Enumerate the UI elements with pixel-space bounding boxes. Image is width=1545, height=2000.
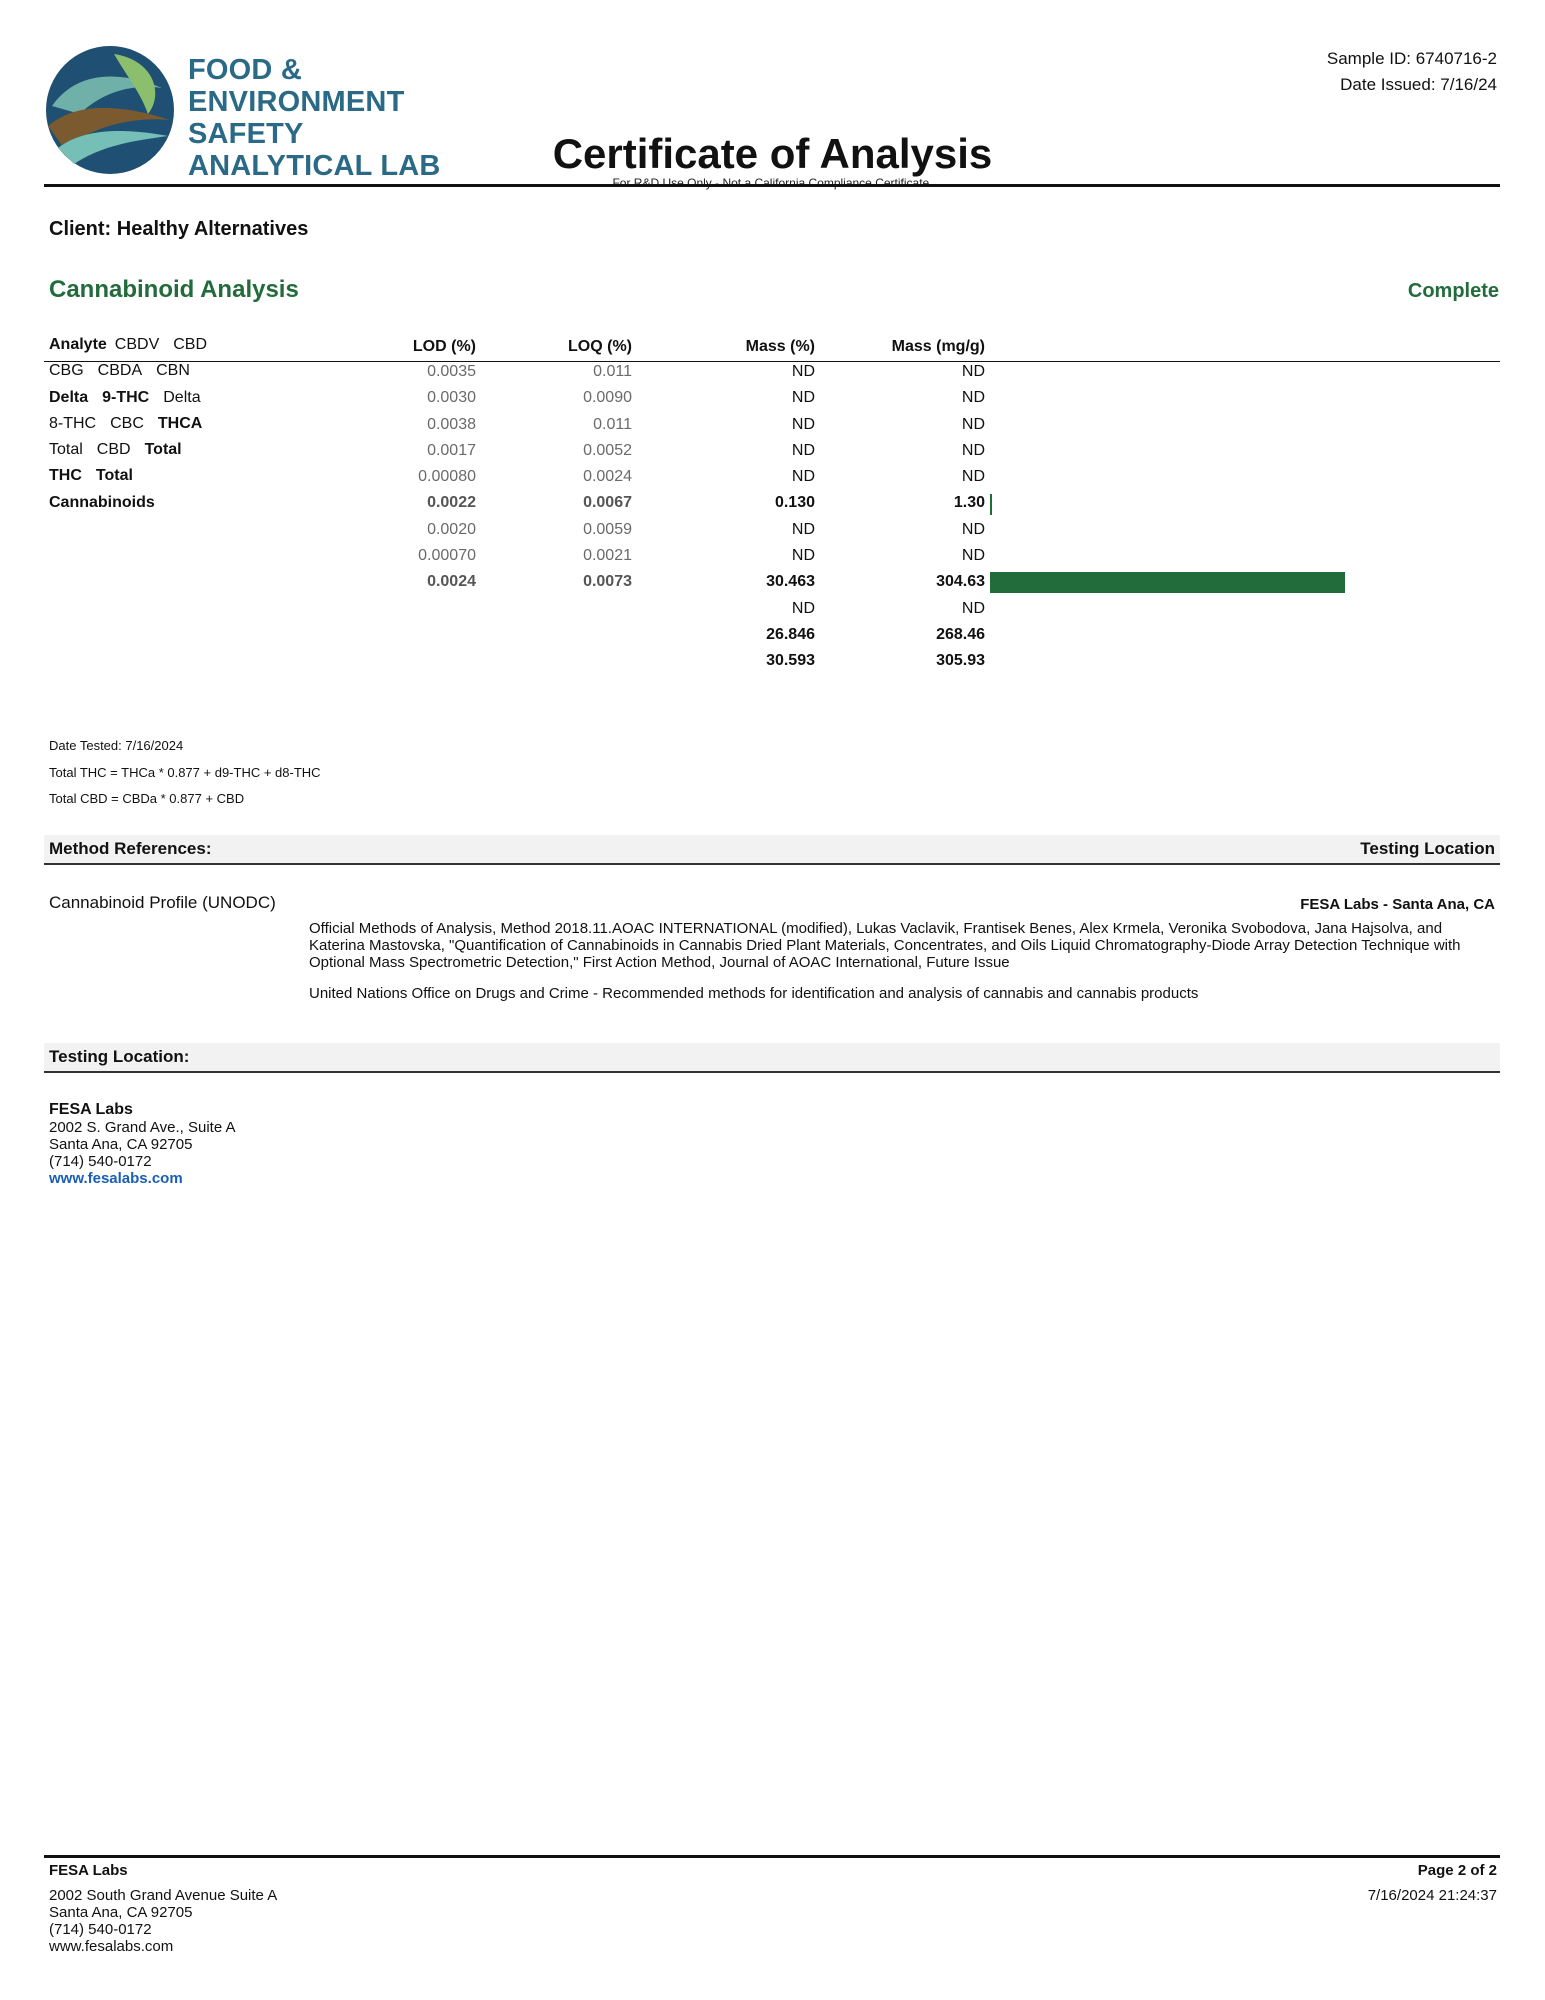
lab-name: FESA Labs bbox=[49, 1101, 133, 1118]
analyte-name: CBDA bbox=[97, 362, 143, 380]
analyte-row bbox=[49, 385, 221, 411]
analyte-header-label: Analyte bbox=[49, 336, 107, 353]
testing-location-band bbox=[44, 1043, 1500, 1073]
mass-pct-cell: ND bbox=[791, 441, 815, 459]
analyte-name: Total bbox=[49, 441, 83, 459]
testing-location-header: Testing Location bbox=[1360, 839, 1495, 858]
analyte-name: Total bbox=[144, 441, 182, 459]
analyte-name: CBD bbox=[173, 336, 208, 353]
column-header-mass-percent: Mass (%) bbox=[745, 338, 815, 355]
testing-location-title: Testing Location: bbox=[49, 1047, 190, 1066]
mass-pct-cell: ND bbox=[791, 468, 815, 486]
mass-mg-cell: ND bbox=[961, 415, 985, 433]
mass-bar bbox=[990, 572, 1345, 593]
method-location: FESA Labs - Santa Ana, CA bbox=[1300, 896, 1495, 913]
analyte-name: Delta bbox=[163, 388, 201, 406]
lod-column bbox=[340, 359, 476, 596]
testing-location-details bbox=[49, 1101, 236, 1187]
analyte-name: Cannabinoids bbox=[49, 493, 155, 511]
mass-mg-cell: ND bbox=[961, 468, 985, 486]
lod-cell: 0.0038 bbox=[427, 415, 476, 433]
mass-pct-cell: ND bbox=[791, 599, 815, 617]
analyte-name: Total bbox=[95, 467, 133, 485]
analyte-name: CBDV bbox=[114, 336, 160, 353]
mass-mg-cell: 305.93 bbox=[936, 652, 985, 670]
mass-pct-cell: ND bbox=[791, 547, 815, 565]
lab-address-line1: 2002 S. Grand Ave., Suite A bbox=[49, 1119, 236, 1136]
mass-bar-chart bbox=[990, 359, 1500, 679]
analyte-name: CBG bbox=[49, 362, 84, 380]
analyte-row bbox=[49, 437, 221, 463]
mass-pct-cell: ND bbox=[791, 389, 815, 407]
document-subtitle: For R&D Use Only - Not a California Compliance Certificate. bbox=[612, 176, 933, 190]
footer-divider bbox=[44, 1855, 1500, 1858]
loq-cell: 0.0021 bbox=[583, 547, 632, 565]
analyte-name: CBN bbox=[156, 362, 190, 380]
mass-bar bbox=[990, 494, 992, 515]
client-name: Client: Healthy Alternatives bbox=[49, 218, 309, 240]
mass-pct-cell: 30.463 bbox=[766, 573, 815, 591]
mass-pct-cell: 30.593 bbox=[766, 652, 815, 670]
footer-address-line2: Santa Ana, CA 92705 bbox=[49, 1904, 193, 1921]
column-header-loq: LOQ (%) bbox=[568, 338, 632, 355]
header-divider bbox=[44, 184, 1500, 187]
lod-cell: 0.0020 bbox=[427, 520, 476, 538]
lod-cell: 0.0024 bbox=[427, 573, 476, 591]
lod-cell: 0.00070 bbox=[418, 547, 476, 565]
column-header-mass-mg: Mass (mg/g) bbox=[891, 338, 985, 355]
loq-cell: 0.0059 bbox=[583, 520, 632, 538]
footer-address-line1: 2002 South Grand Avenue Suite A bbox=[49, 1887, 278, 1904]
mass-pct-cell: 26.846 bbox=[766, 625, 815, 643]
lod-cell: 0.0035 bbox=[427, 363, 476, 380]
mass-pct-cell: ND bbox=[791, 415, 815, 433]
total-cbd-formula: Total CBD = CBDa * 0.877 + CBD bbox=[49, 791, 245, 806]
logo-line: ENVIRONMENT bbox=[188, 86, 405, 118]
page-number: Page 2 of 2 bbox=[1417, 1862, 1497, 1879]
analyte-name: Delta bbox=[49, 388, 89, 406]
analyte-row bbox=[49, 332, 221, 358]
mass-mg-cell: 268.46 bbox=[936, 625, 985, 643]
total-thc-formula: Total THC = THCa * 0.877 + d9-THC + d8-THC bbox=[49, 764, 321, 780]
analyte-row bbox=[49, 463, 221, 489]
lod-cell: 0.0017 bbox=[427, 441, 476, 459]
lab-website-link[interactable]: www.fesalabs.com bbox=[49, 1170, 183, 1187]
method-reference-unodc: United Nations Office on Drugs and Crime - Recommended methods for identification and analysis of cannabis and cannabis products bbox=[309, 985, 1199, 1002]
analyte-name: 9-THC bbox=[102, 388, 150, 406]
date-tested: Date Tested: 7/16/2024 bbox=[49, 738, 184, 753]
lab-address-line2: Santa Ana, CA 92705 bbox=[49, 1136, 193, 1153]
sample-id: Sample ID: 6740716-2 bbox=[1326, 49, 1497, 68]
analyte-name: 8-THC bbox=[49, 414, 97, 432]
analyte-name: CBC bbox=[110, 414, 144, 432]
date-issued: Date Issued: 7/16/24 bbox=[1340, 75, 1497, 94]
analyte-name: CBD bbox=[96, 441, 131, 459]
loq-cell: 0.0073 bbox=[583, 573, 632, 591]
section-title: Cannabinoid Analysis bbox=[49, 276, 299, 303]
loq-cell: 0.0024 bbox=[583, 468, 632, 486]
loq-cell: 0.0090 bbox=[583, 389, 632, 407]
mass-mg-cell: ND bbox=[961, 520, 985, 538]
mass-mg-cell: ND bbox=[961, 363, 985, 380]
status-badge: Complete bbox=[1407, 280, 1499, 302]
mass-mg-cell: ND bbox=[961, 441, 985, 459]
footer-address bbox=[49, 1862, 277, 1955]
document-title: Certificate of Analysis bbox=[552, 130, 993, 177]
loq-cell: 0.0067 bbox=[583, 494, 632, 512]
report-timestamp: 7/16/2024 21:24:37 bbox=[1367, 1887, 1497, 1904]
mass-mg-cell: ND bbox=[961, 599, 985, 617]
footer-phone: (714) 540-0172 bbox=[49, 1921, 152, 1938]
lab-phone: (714) 540-0172 bbox=[49, 1153, 152, 1170]
mass-mg-cell: 304.63 bbox=[936, 573, 985, 591]
footer-lab-name: FESA Labs bbox=[49, 1862, 128, 1879]
mass-pct-cell: ND bbox=[791, 520, 815, 538]
logo-line: SAFETY bbox=[188, 118, 304, 150]
lod-cell: 0.0030 bbox=[427, 389, 476, 407]
method-references-band bbox=[44, 835, 1500, 865]
lod-cell: 0.00080 bbox=[418, 468, 476, 486]
footer-website: www.fesalabs.com bbox=[49, 1938, 174, 1955]
loq-cell: 0.0052 bbox=[583, 441, 632, 459]
mass-pct-cell: ND bbox=[791, 363, 815, 380]
loq-cell: 0.011 bbox=[593, 363, 632, 380]
lod-cell: 0.0022 bbox=[427, 494, 476, 512]
mass-pct-cell: 0.130 bbox=[774, 494, 815, 512]
logo-line: FOOD & bbox=[188, 54, 302, 86]
footer-page-info bbox=[1368, 1862, 1497, 1904]
mass-mg-cell: ND bbox=[961, 547, 985, 565]
loq-column bbox=[500, 359, 632, 596]
analyte-name: THC bbox=[49, 467, 82, 485]
method-references-header: Method References: bbox=[49, 839, 212, 858]
analysis-notes bbox=[49, 733, 321, 813]
loq-cell: 0.011 bbox=[593, 415, 632, 433]
column-header-lod: LOD (%) bbox=[412, 338, 476, 355]
analyte-column bbox=[49, 332, 221, 516]
mass-percent-column bbox=[660, 359, 815, 675]
method-profile: Cannabinoid Profile (UNODC) bbox=[49, 893, 276, 912]
mass-mg-column bbox=[830, 359, 985, 675]
logo-line: ANALYTICAL LAB bbox=[188, 150, 441, 182]
analyte-row bbox=[49, 411, 221, 437]
method-reference-aoac: Official Methods of Analysis, Method 2018.11.AOAC INTERNATIONAL (modified), Lukas Vaclavik, Frantisek Benes, Alex Krmela, Veronika Svobodova, Jana Hajsolva, and Katerina Mastovska, "Quantification of Cannabinoids in Cannabis Dried Plant Materials, Concentrates, and Oils Liquid Chromatography-Diode Array Detection Technique with Optional Mass Spectrometric Detection," First Action Method, Journal of AOAC International, Future Issue bbox=[309, 920, 1461, 971]
analyte-row bbox=[49, 490, 221, 516]
analyte-row bbox=[49, 358, 221, 384]
mass-mg-cell: 1.30 bbox=[953, 494, 985, 512]
sample-info bbox=[1327, 46, 1497, 98]
mass-mg-cell: ND bbox=[961, 389, 985, 407]
analyte-name: THCA bbox=[157, 414, 203, 432]
